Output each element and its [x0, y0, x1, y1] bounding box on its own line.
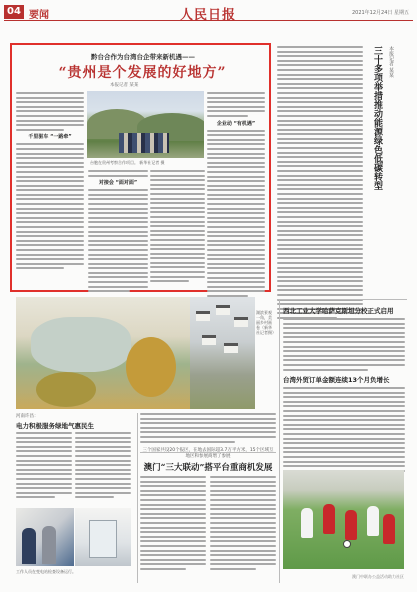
- macau-text-2: [210, 476, 276, 572]
- power-workers-photo: [16, 508, 74, 566]
- headline-power: 电力积极服务绿地气惠民生: [16, 422, 94, 430]
- headline-university: 西北工业大学哈萨克斯坦分校正式启用: [283, 307, 394, 315]
- taiwan-trade-text: [283, 387, 405, 479]
- university-text: [283, 318, 405, 373]
- feature-subhead-1: 千里驱车 “一路牵”: [28, 134, 72, 141]
- soccer-photo: [283, 470, 404, 569]
- feature-byline: 本报记者 某某: [110, 83, 139, 88]
- feature-subhead-3: 企业动 “有机遇”: [216, 120, 256, 127]
- page-header: [4, 5, 413, 21]
- footer-caption: 澳门中联办公益活动助力社区: [352, 574, 404, 579]
- section-label: 要闻: [29, 10, 49, 21]
- feature-subhead-2: 对接会 “面对面”: [98, 180, 138, 187]
- divider: [277, 299, 407, 300]
- headline-power-kicker: 河南许昌：: [16, 414, 39, 419]
- masthead-logo: 人民日报: [180, 8, 237, 23]
- column-divider: [279, 300, 280, 583]
- headline-taiwan-trade: 台湾外贸订单金额连续13个月负增长: [283, 376, 390, 384]
- feature-subtitle: 黔台合作为台湾台企带来新机遇——: [91, 53, 195, 61]
- headline-macau-kicker: 三个国家共设20个报区，在地去国际超3.7万平方米，15个区域互地区和参展商增了参展: [142, 448, 274, 459]
- feature-photo-caption: 台胞在贵州考察合作项目。 新华社记者 摄: [90, 160, 165, 165]
- divider: [140, 452, 276, 453]
- feature-column-4: [207, 92, 265, 300]
- power-text-2: [75, 432, 131, 501]
- right-column-title: 三十多项举措推动能源绿色低碳转型: [372, 46, 382, 190]
- right-column-text: [277, 46, 363, 322]
- feature-photo: [87, 91, 204, 158]
- feature-column-3: [150, 170, 205, 285]
- page-number: 04: [4, 5, 24, 19]
- lake-photo: [16, 297, 190, 409]
- feature-title: “贵州是个发展的好地方”: [58, 65, 227, 81]
- header-date: 2021年12月24日 星期五: [351, 10, 409, 16]
- lake-photo-caption: 湖滨景观一角，美丽乡村画卷（新华社记者摄）: [256, 310, 276, 335]
- feature-column-2: [88, 170, 148, 295]
- power-equipment-photo: [75, 508, 131, 566]
- headline-macau: 澳门“三大联动”搭平台重商机发展: [143, 463, 273, 473]
- feature-column-1: [16, 92, 84, 272]
- column-divider: [137, 413, 138, 583]
- right-column-subtitle: 本报记者 某某: [388, 46, 394, 78]
- village-photo: [190, 297, 255, 409]
- power-photo-caption: 工作人员在变电站检查设备运行。: [16, 569, 76, 574]
- macau-text-1: [140, 476, 206, 572]
- macau-upper-text: [140, 413, 276, 445]
- power-text-1: [16, 432, 72, 501]
